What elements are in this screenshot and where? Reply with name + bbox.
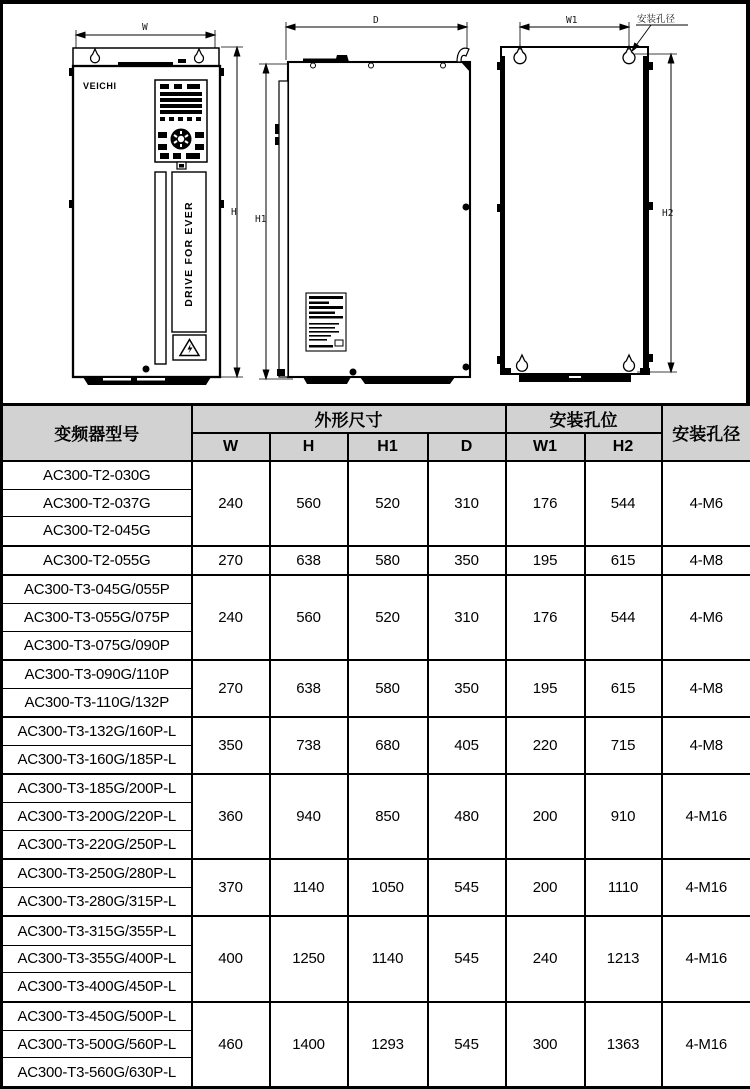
model-cell: AC300-T3-220G/250P-L [2, 831, 192, 860]
value-cell: 545 [428, 1002, 506, 1088]
value-cell: 310 [428, 575, 506, 660]
dim-label-d: D [373, 15, 379, 26]
model-cell: AC300-T2-037G [2, 489, 192, 517]
table-row [2, 717, 750, 746]
model-cell: AC300-T3-400G/450P-L [2, 973, 192, 1002]
value-cell: 405 [428, 717, 506, 774]
value-cell: 4-M16 [662, 1002, 750, 1088]
model-cell: AC300-T3-280G/315P-L [2, 888, 192, 917]
value-cell: 560 [270, 575, 348, 660]
table-body [2, 461, 750, 1088]
brand-logo: VEICHI [83, 81, 117, 91]
value-cell: 240 [192, 575, 270, 660]
value-cell: 350 [428, 546, 506, 575]
value-cell: 1050 [348, 859, 428, 916]
table-header [2, 405, 750, 461]
value-cell: 360 [192, 774, 270, 859]
model-cell: AC300-T3-355G/400P-L [2, 945, 192, 973]
value-cell: 910 [585, 774, 662, 859]
dim-label-h: H [231, 207, 237, 218]
header-col-h2: H2 [585, 433, 662, 461]
header-mount-group: 安装孔位 [506, 405, 662, 433]
header-hole-diameter: 安装孔径 [662, 405, 750, 461]
value-cell: 370 [192, 859, 270, 916]
value-cell: 220 [506, 717, 585, 774]
value-cell: 270 [192, 660, 270, 717]
back-view-drawing [497, 13, 688, 382]
table-row [2, 916, 750, 945]
dimension-spec-table [0, 403, 750, 1089]
keypad-knob-icon [171, 129, 192, 150]
value-cell: 715 [585, 717, 662, 774]
dim-label-h2: H2 [662, 208, 674, 219]
model-cell: AC300-T3-045G/055P [2, 575, 192, 604]
value-cell: 200 [506, 859, 585, 916]
value-cell: 1110 [585, 859, 662, 916]
model-cell: AC300-T3-110G/132P [2, 689, 192, 718]
value-cell: 350 [192, 717, 270, 774]
value-cell: 195 [506, 660, 585, 717]
nameplate [306, 293, 346, 351]
value-cell: 4-M16 [662, 774, 750, 859]
table-row [2, 774, 750, 803]
front-view-drawing [69, 22, 243, 385]
value-cell: 1400 [270, 1002, 348, 1088]
value-cell: 580 [348, 546, 428, 575]
value-cell: 738 [270, 717, 348, 774]
drawings-svg [3, 4, 746, 403]
model-cell: AC300-T3-250G/280P-L [2, 859, 192, 888]
value-cell: 1213 [585, 916, 662, 1001]
model-cell: AC300-T3-132G/160P-L [2, 717, 192, 746]
hole-diameter-callout [632, 13, 688, 51]
table-row [2, 575, 750, 604]
value-cell: 1293 [348, 1002, 428, 1088]
value-cell: 350 [428, 660, 506, 717]
value-cell: 544 [585, 461, 662, 546]
value-cell: 580 [348, 660, 428, 717]
model-cell: AC300-T3-090G/110P [2, 660, 192, 689]
value-cell: 4-M6 [662, 575, 750, 660]
value-cell: 240 [192, 461, 270, 546]
model-cell: AC300-T3-200G/220P-L [2, 803, 192, 831]
table-row [2, 660, 750, 689]
header-col-d: D [428, 433, 506, 461]
value-cell: 1140 [270, 859, 348, 916]
value-cell: 638 [270, 660, 348, 717]
value-cell: 560 [270, 461, 348, 546]
model-cell: AC300-T3-075G/090P [2, 631, 192, 660]
value-cell: 270 [192, 546, 270, 575]
model-cell: AC300-T2-045G [2, 517, 192, 546]
header-col-w: W [192, 433, 270, 461]
value-cell: 638 [270, 546, 348, 575]
value-cell: 460 [192, 1002, 270, 1088]
value-cell: 4-M8 [662, 660, 750, 717]
model-cell: AC300-T3-315G/355P-L [2, 916, 192, 945]
warning-icon [173, 335, 206, 360]
value-cell: 176 [506, 575, 585, 660]
header-col-h1: H1 [348, 433, 428, 461]
value-cell: 615 [585, 546, 662, 575]
dim-label-h1: H1 [255, 214, 267, 225]
table-row [2, 859, 750, 888]
value-cell: 940 [270, 774, 348, 859]
value-cell: 680 [348, 717, 428, 774]
value-cell: 300 [506, 1002, 585, 1088]
model-cell: AC300-T2-030G [2, 461, 192, 490]
value-cell: 4-M6 [662, 461, 750, 546]
value-cell: 615 [585, 660, 662, 717]
table-row [2, 461, 750, 490]
value-cell: 1250 [270, 916, 348, 1001]
value-cell: 4-M8 [662, 546, 750, 575]
header-outline-group: 外形尺寸 [192, 405, 506, 433]
value-cell: 195 [506, 546, 585, 575]
header-model: 变频器型号 [2, 405, 192, 461]
value-cell: 850 [348, 774, 428, 859]
value-cell: 544 [585, 575, 662, 660]
value-cell: 545 [428, 859, 506, 916]
value-cell: 1140 [348, 916, 428, 1001]
value-cell: 1363 [585, 1002, 662, 1088]
value-cell: 520 [348, 575, 428, 660]
value-cell: 4-M16 [662, 916, 750, 1001]
keypad [155, 80, 207, 169]
value-cell: 176 [506, 461, 585, 546]
hole-diameter-label: 安装孔径 [637, 14, 676, 25]
value-cell: 310 [428, 461, 506, 546]
value-cell: 240 [506, 916, 585, 1001]
value-cell: 520 [348, 461, 428, 546]
header-col-h: H [270, 433, 348, 461]
model-cell: AC300-T3-450G/500P-L [2, 1002, 192, 1031]
value-cell: 545 [428, 916, 506, 1001]
model-cell: AC300-T3-055G/075P [2, 603, 192, 631]
table-row [2, 546, 750, 575]
dimension-drawings [0, 0, 750, 403]
table-row [2, 1002, 750, 1031]
side-view-drawing [255, 15, 470, 384]
model-cell: AC300-T3-160G/185P-L [2, 746, 192, 775]
front-panel-text: DRIVE FOR EVER [183, 201, 195, 307]
dim-label-w: W [142, 22, 148, 33]
header-col-w1: W1 [506, 433, 585, 461]
value-cell: 4-M16 [662, 859, 750, 916]
model-cell: AC300-T2-055G [2, 546, 192, 575]
model-cell: AC300-T3-560G/630P-L [2, 1058, 192, 1088]
model-cell: AC300-T3-500G/560P-L [2, 1030, 192, 1058]
value-cell: 400 [192, 916, 270, 1001]
value-cell: 4-M8 [662, 717, 750, 774]
dim-label-w1: W1 [566, 15, 578, 26]
model-cell: AC300-T3-185G/200P-L [2, 774, 192, 803]
value-cell: 200 [506, 774, 585, 859]
value-cell: 480 [428, 774, 506, 859]
